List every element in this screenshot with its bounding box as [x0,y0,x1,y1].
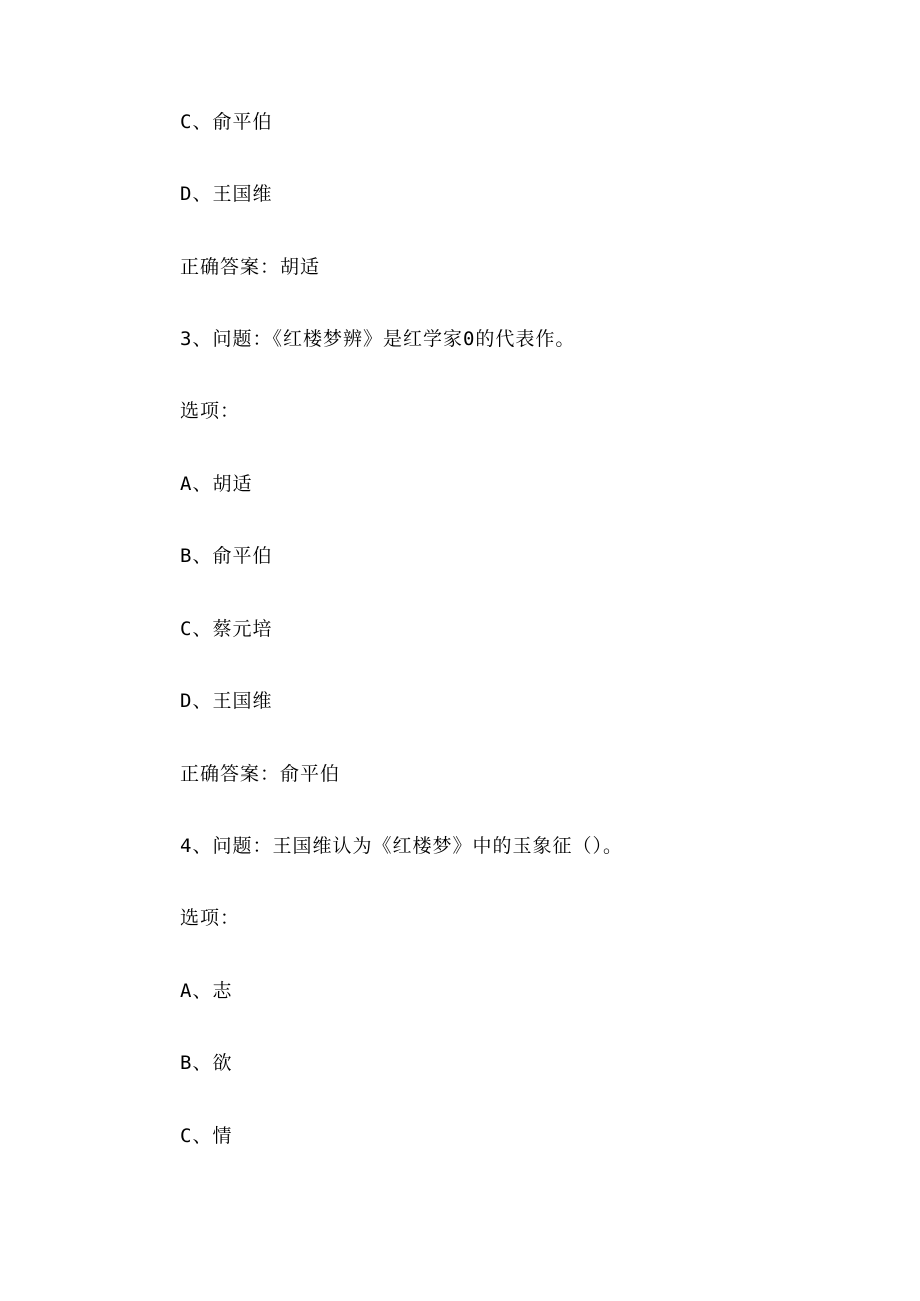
answer-q3: 正确答案：俞平伯 [180,763,341,785]
options-label-q3: 选项： [180,400,241,422]
option-a-q4: A、志 [180,980,233,1002]
option-b-q4: B、欲 [180,1052,233,1074]
option-c-q3: C、蔡元培 [180,618,273,640]
option-b-q3: B、俞平伯 [180,545,273,567]
option-c-q2: C、俞平伯 [180,111,273,133]
question-3: 3、问题：《红楼梦辨》是红学家0的代表作。 [180,328,576,350]
answer-q2: 正确答案：胡适 [180,256,321,278]
option-a-q3: A、胡适 [180,473,253,495]
options-label-q4: 选项： [180,907,241,929]
option-c-q4: C、情 [180,1125,233,1147]
option-d-q2: D、王国维 [180,183,273,205]
question-4: 4、问题：王国维认为《红楼梦》中的玉象征（）。 [180,835,623,857]
option-d-q3: D、王国维 [180,690,273,712]
